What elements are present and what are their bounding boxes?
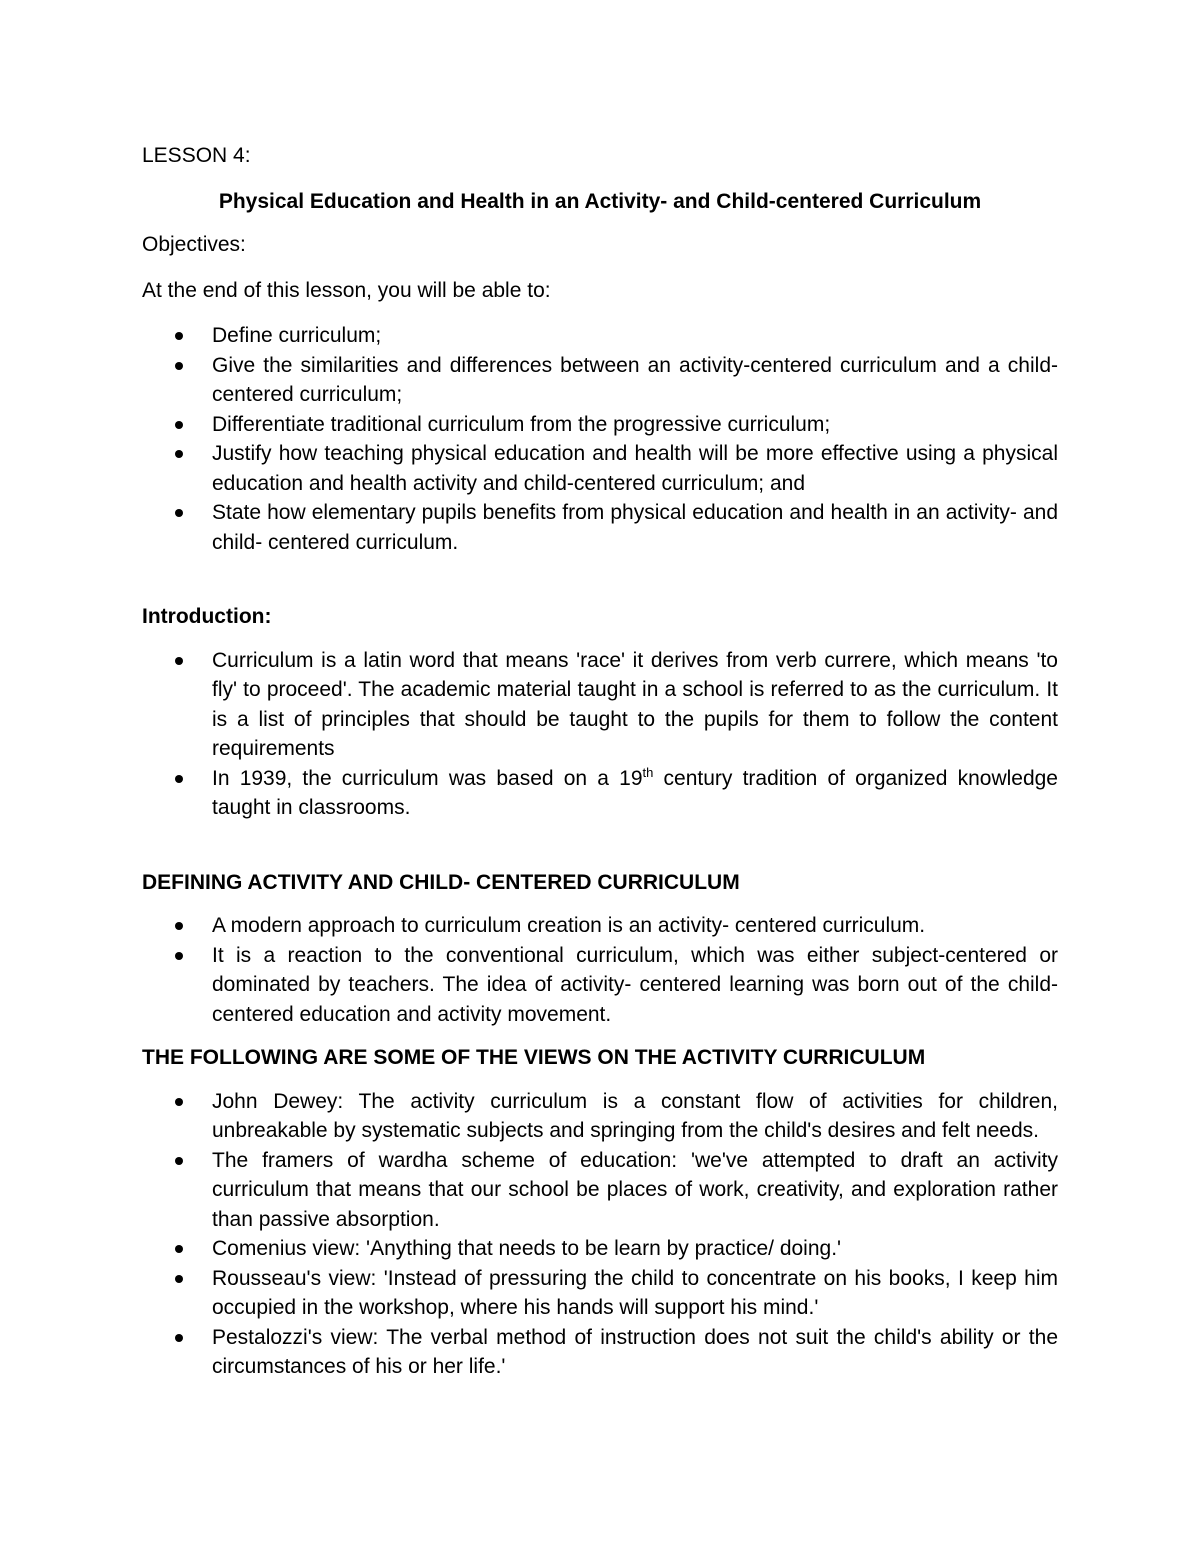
list-item <box>142 764 1058 823</box>
defining-heading: DEFINING ACTIVITY AND CHILD- CENTERED CURRICULUM <box>142 870 740 894</box>
views-heading: THE FOLLOWING ARE SOME OF THE VIEWS ON THE ACTIVITY CURRICULUM <box>142 1046 926 1069</box>
lesson-label: LESSON 4: <box>142 144 251 167</box>
views-list <box>142 1087 1058 1382</box>
view-text: Rousseau's view: 'Instead of pressuring the child to concentrate on his books, I keep him occupied in the workshop, where his hands will support his mind.' <box>212 1266 1058 1319</box>
bullet-icon <box>175 1157 183 1165</box>
bullet-icon <box>175 657 183 665</box>
list-item <box>142 321 1058 351</box>
defining-list <box>142 911 1058 1029</box>
objective-text: State how elementary pupils benefits from physical education and health in an activity- and child- centered curriculum. <box>212 501 1058 554</box>
bullet-icon <box>175 421 183 429</box>
view-text: The framers of wardha scheme of education: 'we've attempted to draft an activity curriculum that means that our school be places of work, creativity, and exploration rather than passive absorption. <box>212 1148 1058 1231</box>
bullet-icon <box>175 332 183 340</box>
list-item <box>142 498 1058 557</box>
introduction-text-part: century tradition of organized knowledge taught in classrooms. <box>212 766 1058 819</box>
list-item <box>142 1264 1058 1323</box>
bullet-icon <box>175 1334 183 1342</box>
objective-text: Justify how teaching physical education and health will be more effective using a physical education and health activity and child-centered curriculum; and <box>212 442 1058 495</box>
list-item <box>142 941 1058 1030</box>
list-item <box>142 410 1058 440</box>
objective-text: Give the similarities and differences between an activity-centered curriculum and a child- centered curriculum; <box>212 353 1058 406</box>
objectives-list <box>142 321 1058 557</box>
list-item <box>142 1234 1058 1264</box>
objectives-label: Objectives: <box>142 233 246 256</box>
superscript-ordinal: th <box>642 764 654 780</box>
defining-text: A modern approach to curriculum creation is an activity- centered curriculum. <box>212 914 926 937</box>
document-page <box>142 141 1058 1382</box>
bullet-icon <box>175 509 183 517</box>
introduction-text: Curriculum is a latin word that means 'race' it derives from verb currere, which means 'to fly' to proceed'. The academic material taught in a school is referred to as the curriculum. It is a list of principles that should be taught to the pupils for them to follow the content requirements <box>212 648 1058 760</box>
defining-text: It is a reaction to the conventional curriculum, which was either subject-centered or dominated by teachers. The idea of activity- centered learning was born out of the child- centered education and activity movement. <box>212 943 1058 1026</box>
view-text: Pestalozzi's view: The verbal method of instruction does not suit the child's ability or the circumstances of his or her life.' <box>212 1325 1058 1378</box>
list-item <box>142 1087 1058 1146</box>
list-item <box>142 1323 1058 1382</box>
view-text: John Dewey: The activity curriculum is a constant flow of activities for children, unbreakable by systematic subjects and springing from the child's desires and felt needs. <box>212 1089 1058 1142</box>
bullet-icon <box>175 922 183 930</box>
bullet-icon <box>175 1245 183 1253</box>
document-title: Physical Education and Health in an Activity- and Child-centered Curriculum <box>218 189 982 213</box>
list-item <box>142 439 1058 498</box>
list-item <box>142 911 1058 941</box>
introduction-list <box>142 646 1058 823</box>
introduction-text-part: In 1939, the curriculum was based on a 19 <box>212 766 643 790</box>
bullet-icon <box>175 450 183 458</box>
objective-text: Differentiate traditional curriculum from the progressive curriculum; <box>212 412 831 436</box>
bullet-icon <box>175 362 183 370</box>
objectives-intro: At the end of this lesson, you will be able to: <box>142 278 551 302</box>
bullet-icon <box>175 775 183 783</box>
list-item <box>142 646 1058 764</box>
bullet-icon <box>175 1275 183 1283</box>
bullet-icon <box>175 952 183 960</box>
list-item <box>142 1146 1058 1235</box>
bullet-icon <box>175 1098 183 1106</box>
list-item <box>142 351 1058 410</box>
introduction-heading: Introduction: <box>142 605 272 628</box>
objective-text: Define curriculum; <box>212 324 382 347</box>
view-text: Comenius view: 'Anything that needs to be learn by practice/ doing.' <box>212 1237 842 1260</box>
